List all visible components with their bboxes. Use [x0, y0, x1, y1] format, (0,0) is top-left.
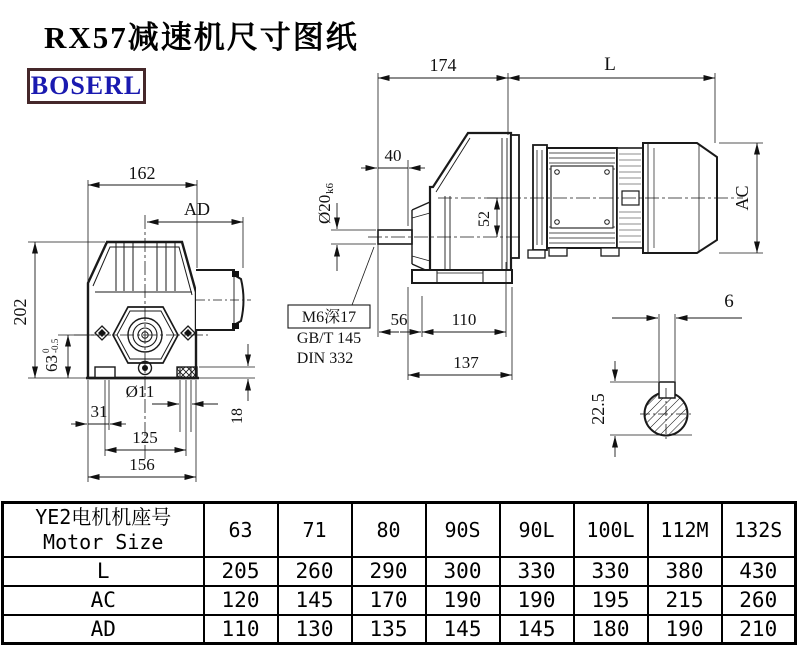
- brand-logo-text: BOSERL: [30, 71, 143, 100]
- table-col-112m: 112M: [648, 503, 722, 557]
- dim-l-label: L: [604, 54, 616, 75]
- table-row-l: [3, 557, 796, 586]
- dim-key-width-label: 6: [724, 291, 734, 312]
- cell-ad-63: 110: [204, 615, 278, 644]
- dim-162-label: 162: [128, 163, 156, 183]
- cell-l-132s: 430: [722, 557, 796, 586]
- cell-ad-112m: 190: [648, 615, 722, 644]
- dim-31: [71, 402, 126, 424]
- dim-174-label: 174: [429, 55, 457, 75]
- dim-31-label: 31: [90, 402, 108, 421]
- cell-ad-90s: 145: [426, 615, 500, 644]
- dim-shaft-fit-label: k6: [324, 183, 336, 194]
- cell-l-80: 290: [352, 557, 426, 586]
- dim-156: [88, 455, 196, 477]
- front-housing-outline: [88, 242, 196, 378]
- cell-ac-90s: 190: [426, 586, 500, 615]
- front-view: [10, 163, 255, 482]
- row-label-ac: AC: [3, 586, 204, 615]
- dim-key-width: [612, 291, 742, 318]
- cell-l-71: 260: [278, 557, 352, 586]
- side-view: [288, 54, 763, 380]
- cell-ac-80: 170: [352, 586, 426, 615]
- cell-ad-90l: 145: [500, 615, 574, 644]
- dimension-table: [1, 501, 797, 645]
- dim-d11-label: Ø11: [125, 382, 155, 401]
- cell-l-112m: 380: [648, 557, 722, 586]
- table-row-ad: [3, 615, 796, 644]
- table-col-63: 63: [204, 503, 278, 557]
- dim-shaft: [315, 183, 337, 272]
- cell-ac-100l: 195: [574, 586, 648, 615]
- dim-d11: [126, 382, 218, 404]
- note-din-label: DIN 332: [296, 350, 354, 367]
- cell-ad-80: 135: [352, 615, 426, 644]
- dim-137-label: 137: [453, 353, 479, 372]
- cell-ad-132s: 210: [722, 615, 796, 644]
- dim-162: [88, 163, 197, 185]
- note-gbt-label: GB/T 145: [296, 330, 362, 347]
- table-col-132s: 132S: [722, 503, 796, 557]
- dim-63-tol-upper: 0: [41, 348, 51, 353]
- note-m6-label: M6深17: [301, 309, 357, 326]
- dim-key-depth: [588, 361, 615, 457]
- table-header-en: Motor Size: [43, 529, 164, 554]
- cell-ac-71: 145: [278, 586, 352, 615]
- table-col-90l: 90L: [500, 503, 574, 557]
- cell-ac-112m: 215: [648, 586, 722, 615]
- cell-ad-71: 130: [278, 615, 352, 644]
- row-label-l: L: [3, 557, 204, 586]
- dim-40-label: 40: [384, 146, 402, 165]
- dim-110: [422, 310, 506, 332]
- table-header-motor-size: [3, 503, 204, 557]
- side-base-feet: [412, 270, 512, 283]
- table-col-71: 71: [278, 503, 352, 557]
- dim-63-tol-lower: -0.5: [50, 338, 60, 353]
- dim-40: [361, 146, 425, 168]
- cell-ac-90l: 190: [500, 586, 574, 615]
- row-label-ad: AD: [3, 615, 204, 644]
- side-motor: [528, 143, 717, 258]
- table-row-ac: [3, 586, 796, 615]
- keyway-detail: [588, 291, 742, 457]
- dim-key-depth-label: 22.5: [588, 393, 608, 425]
- table-header-cn: YE2电机机座号: [35, 504, 172, 529]
- dim-ad-label: AD: [184, 199, 210, 219]
- table-col-80: 80: [352, 503, 426, 557]
- dim-52-label: 52: [476, 211, 493, 227]
- cell-l-100l: 330: [574, 557, 648, 586]
- table-col-90s: 90S: [426, 503, 500, 557]
- dim-shaft-dia-label: Ø20: [315, 194, 334, 224]
- dim-202-label: 202: [10, 298, 30, 326]
- cell-l-63: 205: [204, 557, 278, 586]
- dim-ad: [147, 199, 243, 222]
- tap-hole-note: [288, 247, 374, 367]
- cell-ac-132s: 260: [722, 586, 796, 615]
- dim-174: [378, 55, 508, 78]
- dim-110-label: 110: [451, 310, 477, 329]
- dim-202: [10, 242, 35, 378]
- dim-63-label: 63: [42, 355, 61, 372]
- dim-63: [41, 335, 68, 378]
- cell-l-90s: 300: [426, 557, 500, 586]
- cell-ad-100l: 180: [574, 615, 648, 644]
- dim-l: [508, 54, 715, 78]
- dim-156-label: 156: [129, 455, 155, 474]
- cell-l-90l: 330: [500, 557, 574, 586]
- dim-18: [229, 344, 248, 424]
- dim-56: [379, 310, 421, 332]
- cell-ac-63: 120: [204, 586, 278, 615]
- dim-ac-label: AC: [732, 185, 752, 211]
- dim-18-label: 18: [229, 408, 246, 424]
- dim-125-label: 125: [132, 428, 158, 447]
- dim-125: [105, 428, 186, 450]
- page-title: RX57减速机尺寸图纸: [44, 20, 359, 55]
- dim-137: [408, 353, 512, 375]
- side-housing: [430, 133, 519, 272]
- table-col-100l: 100L: [574, 503, 648, 557]
- dim-ac: [732, 143, 757, 253]
- dim-56-label: 56: [390, 310, 408, 329]
